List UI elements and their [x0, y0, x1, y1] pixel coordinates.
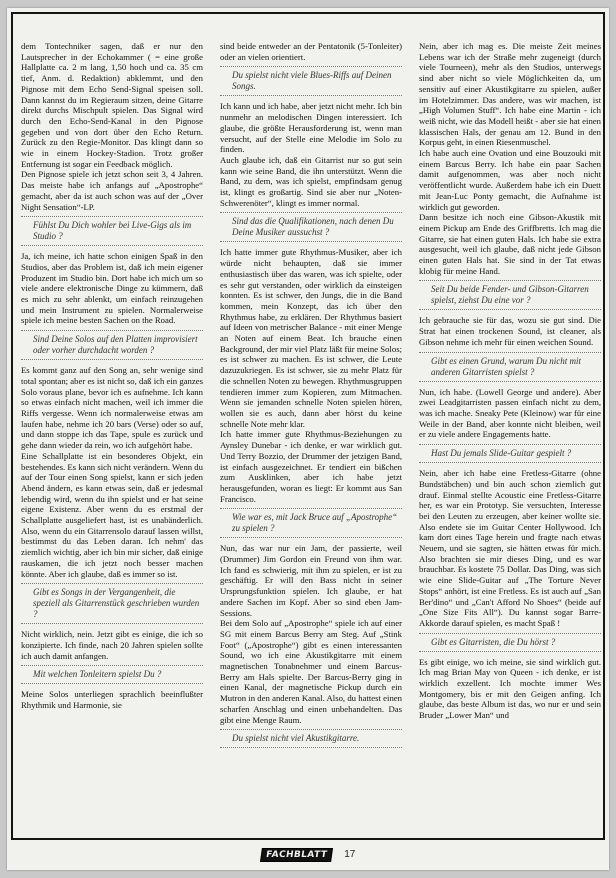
body-paragraph: Nun, das war nur ein Jam, der passierte, weil (Drummer) Jim Gordon ein Freund von ihm war. Ich fand es schwierig, mit ihm zu spielen, er ist zu geschäftig. Er will den Bass nicht in seiner Ursprungsfunktion spielen. Ich glaube, er hat andere Sachen im Kopf. Aber so sind eben Jam-Sessions. — [220, 543, 402, 618]
page-number: 17 — [344, 849, 356, 861]
text-column-2 — [220, 41, 402, 830]
body-paragraph: Ich gebrauche sie für das, wozu sie gut sind. Die Strat hat einen trockenen Sound, ist cleaner, als Gibson nehme ich mehr für einen weichen Sound. — [419, 315, 601, 347]
body-paragraph: Bei dem Solo auf „Apostrophe“ spiele ich auf einer SG mit einem Barcus Berry am Steg. Auf „Stink Foot“ („Apostrophe“) gibt es einen interessanten Sound, wo ich eine Akustikgitarre mit einem magnetischen Tonabnehmer und einem Barcus-Berry am Hals spielte. Der Barcus-Berry ging in einen Kanal, der magnetische Pickup durch ein Mutron in den anderen Kanal. Also, du hattest einen scharfen Anschlag und einen unbehandelten. Das gibt eine Menge Raum. — [220, 618, 402, 725]
body-paragraph: sind beide entweder an der Pentatonik (5-Tonleiter) oder an vielen orientiert. — [220, 41, 402, 62]
body-paragraph: Den Pignose spiele ich jetzt schon seit 3, 4 Jahren. Das meiste habe ich anfangs auf „Apostrophe“ gemacht, aber da ist auch schon was auf der „Over Night Sensation“-LP. — [21, 169, 203, 212]
interview-question: Sind das die Qualifikationen, nach denen Du Deine Musiker aussuchst ? — [220, 212, 402, 242]
body-paragraph: Eine Schallplatte ist ein besonderes Objekt, ein bestehendes. Es kann sich nicht verändern. Wenn du auf der Tour einen Song spielst, kann er sich jeden Abend ändern, es kann etwas sein, daß er jedesmal lebendig wird, wenn du ihn spielst und er hat seine eigene Existenz. Aber wenn du es erstmal der Schallplatte ausgeliefert hast, ist es unabänderlich. Also, wenn du ein Gitarrensolo darauf lassen willst, bestimmst du das Leben daran. Ich nehm' das ziemlich wichtig, aber ich bin mir sicher, daß einige rauskamen, die ich jetzt noch besser machen könnte. Aber ich glaube, daß es immer so ist. — [21, 450, 203, 579]
interview-question: Gibt es Gitarristen, die Du hörst ? — [419, 633, 601, 652]
interview-question: Gibt es Songs in der Vergangenheit, die speziell als Gitarrenstück geschrieben wurden ? — [21, 583, 203, 624]
body-paragraph: Ja, ich meine, ich hatte schon einigen Spaß in den Studios, aber das Problem ist, daß ich mein eigener Produzent im Studio bin. Dort habe ich mich um so viele andere elektronische Dinge zu kümmern, daß es mich zu sehr ablenkt, um einfach reinzugehen und mein Instrument zu spielen. Normalerweise spiele ich meine besten Sachen on the Road. — [21, 251, 203, 326]
body-paragraph: Nun, ich habe. (Lowell George und andere). Aber zwei Leadgitarristen passen einfach nicht zu dem, was ich mache. Sneaky Pete (Kleinow) war für eine Weile in der Band, aber konnte nicht bleiben, weil er zu viele andere Engagements hatte. — [419, 386, 601, 440]
interview-question: Du spielst nicht viele Blues-Riffs auf Deinen Songs. — [220, 66, 402, 96]
interview-question: Sind Deine Solos auf den Platten improvisiert oder vorher durchdacht worden ? — [21, 330, 203, 360]
body-paragraph: Es kommt ganz auf den Song an, sehr wenige sind total spontan; aber es ist nicht so, daß ich ein ganzes Solo voraus plane, bevor ich es aufnehme. Ich kann so etwas einfach nicht machen, weil ich immer die Riffs vergesse. Wenn ich normalerweise etwas am laufen habe, nehme ich 20 bars (Verse) oder so auf, und dann stoppe ich das Tape, spule es zurück und gehe dann wieder da rein, wo ich aufgehört habe. — [21, 365, 203, 451]
page-footer — [7, 846, 609, 862]
text-column-1 — [21, 41, 203, 830]
text-column-3 — [419, 41, 601, 830]
fachblatt-logo: FACHBLATT — [260, 848, 333, 862]
body-paragraph: Nicht wirklich, nein. Jetzt gibt es einige, die ich so konzipierte. Ich finde, nach 20 Jahren spielen sollte ich auch damit anfangen. — [21, 629, 203, 661]
body-paragraph: Nein, aber ich mag es. Die meiste Zeit meines Lebens war ich der Straße mehr zugeneigt (durch viele Tourneen), mehr als den Studios, unterwegs sind aber nicht so viele Möglichkeiten da, um sensitiv auf einer Akustikgitarre zu spielen, außer im Hotelzimmer. Das andere, was wir machen, ist „High Volumen Stuff“. Ich habe eine Martin - ich weiß nicht, wie das Modell heißt - aber sie hat einen klassischen Hals, der genau am 12. Bund in den Korpus geht, in einen Riesenmuschel. — [419, 41, 601, 148]
body-paragraph: Dann besitze ich noch eine Gibson-Akustik mit einem Pickup am Ende des Griffbretts. Ich mag die Gitarre, sie hat einen guten Hals. Ich habe sie extra ausgesucht, weil ich glaube, daß nicht jede Gibson einen guten Hals hat. Sie sind in der Tat etwas klobig für meine Hand. — [419, 212, 601, 276]
interview-question: Seit Du beide Fender- und Gibson-Gitarren spielst, ziehst Du eine vor ? — [419, 280, 601, 310]
body-paragraph: dem Tontechniker sagen, daß er nur den Lautsprecher in der Echokammer ( = eine große Hallplatte ca. 2 m lang, 1,50 hoch und ca. 35 cm tief, Anm. d. Redaktion) abklemmt, und den Pignose mit dem Echo Send-Signal speisen soll. Dann kannst du im Regieraum sitzen, deine Gitarre direkt durchs Mischpult spielen. Das Signal wird durch den Echo-Send-Kanal in den Pignose gegeben und von dort über den Echo Return. Zurück zu den Regie-Monitor. Das klingt dann so wie in einem Hockey-Stadion. Trotz großer Entfernung ist sogar ein Feedback möglich. — [21, 41, 203, 169]
body-paragraph: Ich hatte immer gute Rhythmus-Beziehungen zu Aynsley Dunebar - ich denke, er war wirklich gut. Und Terry Bozzio, der Drummer der jetzigen Band, ist einfach ausgezeichnet. Er tendiert ein bißchen zum Ausklinken, aber ich habe jetzt herausgefunden, woran es liegt: Er kommt aus San Francisco. — [220, 429, 402, 504]
interview-question: Gibt es einen Grund, warum Du nicht mit anderen Gitarristen spielst ? — [419, 352, 601, 382]
body-paragraph: Ich habe auch eine Ovation und eine Bouzouki mit einem Barcus Berry. Ich habe ein paar Sachen damit aufgenommen, was aber noch nicht veröffentlicht wurde. Außerdem habe ich ein Duett mit Jean-Luc Ponty gemacht, die Aufnahme ist wirklich gut geworden. — [419, 148, 601, 212]
interview-question: Mit welchen Tonleitern spielst Du ? — [21, 665, 203, 684]
body-paragraph: Es gibt einige, wo ich meine, sie sind wirklich gut. Ich mag Brian May von Queen - ich denke, er ist wirklich exzellent. Ich mochte immer Wes Montgomery, bis er mit den Geigen anfing. Ich glaube, das beste Album ist das, wo nur er und sein Bruder „Lower Man“ und — [419, 656, 601, 721]
body-paragraph: Nein, aber ich habe eine Fretless-Gitarre (ohne Bundstäbchen) und bin auch schon ziemlich gut drauf. Einmal stellte Acoustic eine Fretless-Gitarre her, es war ein Prototyp. Sie versuchten, Interesse bei den Leuten zu erzeugen, aber keiner wollte sie. Also endete sie im Guitar Center Hollywood. Ich kam dort eines Tage herein und fragte nach etwas Neuem, und sie sagten, sie hätten etwas für mich. Also brachten sie mir dieses Ding, und es war brauchbar. Es kostete 75 Dollar. Das Ding, was sich wie eine Slide-Guitar auf „The Torture Never Stops“ anhört, ist eine Fretless. Es ist auch auf „San Ber'dino“ und „Can't Afford No Shoes“ (beide auf „One Size Fits All“). Du kannst sogar Barre-Akkorde darauf spielen, es macht Spaß ! — [419, 468, 601, 628]
magazine-page — [7, 8, 609, 870]
body-paragraph: Auch glaube ich, daß ein Gitarrist nur so gut sein kann wie seine Band, die ihn unterstützt. Wenn die Band, zu dem, was ich spielst, empfindsam genug ist, klingt es großartig. Sind sie aber nur „Noten-Schwerenöter“, klingt es immer normal. — [220, 154, 402, 208]
body-paragraph: Ich hatte immer gute Rhythmus-Musiker, aber ich würde nicht behaupten, daß sie immer enthusiastisch über das waren, was ich spielte, oder es sehr gut verstanden, oder wirklich da einsteigen konnten. Es ist schwer, den Jungs, die in die Band kommen, mein Konzept, das ich über den Rhythmus habe, zu erklären. Der Rhythmus basiert auf Ideen von metrischer Balance - mit einer Menge an Noten auf einem Beat. Ich brauche einen Background, der mir viel Platz läßt für meine Solos; es ist schwer zu machen. Es ist schwer, die Leute dazuzukriegen. Es ist schwer, sie zu mehr Platz für die schnellen Noten zu bewegen. Rhythmusgruppen tendieren immer zum Kopieren, zum Mitmachen. Wenn sie jemanden schnelle Noten spielen hören, wollen sie es auch, dann aber hörst du keine schnelle Note mehr klar. — [220, 247, 402, 429]
interview-question: Wie war es, mit Jack Bruce auf „Apostrophe“ zu spielen ? — [220, 508, 402, 538]
interview-question: Hast Du jemals Slide-Guitar gespielt ? — [419, 444, 601, 463]
interview-question: Fühlst Du Dich wohler bei Live-Gigs als im Studio ? — [21, 216, 203, 246]
body-paragraph: Meine Solos unterliegen sprachlich beeinflußter Rhythmik und Harmonie, sie — [21, 689, 203, 711]
interview-question: Du spielst nicht viel Akustikgitarre. — [220, 729, 402, 748]
body-paragraph: Ich kann und ich habe, aber jetzt nicht mehr. Ich bin nunmehr an melodischen Dingen interessiert. Ich glaube, die größte Herausforderung ist, wenn man versucht, auf der Stelle eine Melodie im Solo zu finden. — [220, 101, 402, 155]
